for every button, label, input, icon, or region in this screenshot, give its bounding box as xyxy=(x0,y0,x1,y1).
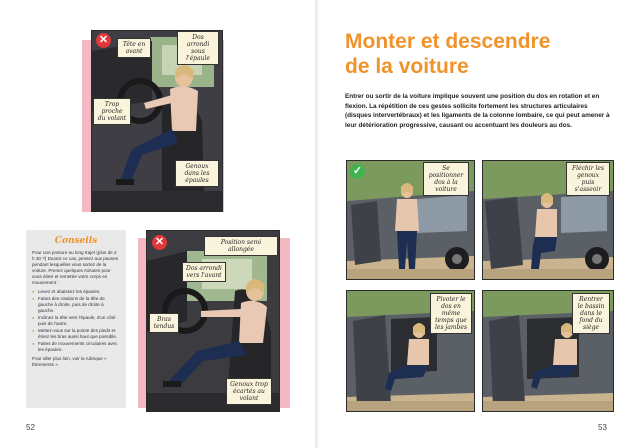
note-head-forward: Tête en avant xyxy=(117,38,151,58)
tips-item: ● Levez et abaissez les épaules. xyxy=(32,289,120,295)
tips-item: ● Faites des rotations de la tête de gauche à droite, puis de droite à gauche. xyxy=(32,296,120,314)
page-number-left: 52 xyxy=(26,423,35,432)
tips-title: Conseils xyxy=(54,236,98,246)
left-page xyxy=(0,0,316,448)
tips-box xyxy=(26,230,126,408)
title-line-2: de la voiture xyxy=(345,55,469,78)
note-knees-apart: Genoux trop écartés au volant xyxy=(226,378,272,405)
note-arms-extended: Bras tendus xyxy=(149,313,179,333)
note-rounded-back: Dos arrondi sous l'épaule xyxy=(177,31,219,65)
intro-paragraph: Entrer ou sortir de la voiture implique souvent une position du dos en rotation et en flexion. La répétition de ces gestes sollicite fortement les structures articulaires (disques intervertébraux) et les ligaments de la colonne lombaire, ce qui peut amener à leur détérioration progressive, causant ou accentuant les douleurs au dos. xyxy=(345,93,610,129)
note-back-rounded-forward: Dos arrondi vers l'avant xyxy=(182,262,226,282)
tips-item: ● Inclinez la tête vers l'épaule, d'un côté puis de l'autre. xyxy=(32,315,120,327)
title-line-1: Monter et descendre xyxy=(345,30,551,53)
bad-posture-badge-bottom xyxy=(152,235,167,250)
caption-step-4: Rentrer le bassin dans le fond du siège xyxy=(572,293,610,334)
tips-item: ● Mettez-vous sur la pointe des pieds et étirez les bras aussi haut que possible. xyxy=(32,328,120,340)
x-icon: ✕ xyxy=(98,34,109,46)
x-icon: ✕ xyxy=(154,236,165,248)
note-too-close-wheel: Trop proche du volant xyxy=(93,98,131,125)
note-knees-shoulders: Genoux dans les épaules xyxy=(175,160,219,187)
good-posture-badge xyxy=(350,164,365,179)
caption-step-3: Pivoter le dos en même temps que les jambes xyxy=(430,293,472,334)
note-semi-reclined: Position semi allongée xyxy=(204,236,278,256)
tips-intro: Pour une posture au long trajet (plus de 2 h 30 ?) Durant ce cas, pensez aux pauses pendant lesquelles vous sortez de la voiture. Prenez quelques minutes pour vous étirer et remettre votre corps en mouvement : xyxy=(32,250,119,285)
page-number-right: 53 xyxy=(598,423,607,432)
bad-posture-badge-top xyxy=(96,33,111,48)
tips-list xyxy=(32,289,120,353)
check-icon: ✓ xyxy=(352,165,363,177)
caption-step-2: Fléchir les genoux puis s'asseoir xyxy=(566,162,610,196)
tips-outro: Pour aller plus loin, voir la rubrique « Étirements ». xyxy=(32,356,107,367)
caption-step-1: Se positionner dos à la voiture xyxy=(423,162,469,196)
page-title xyxy=(345,29,585,79)
tips-item: ● Faites de mouvements circulaires avec les épaules. xyxy=(32,341,120,353)
book-gutter xyxy=(315,0,319,448)
